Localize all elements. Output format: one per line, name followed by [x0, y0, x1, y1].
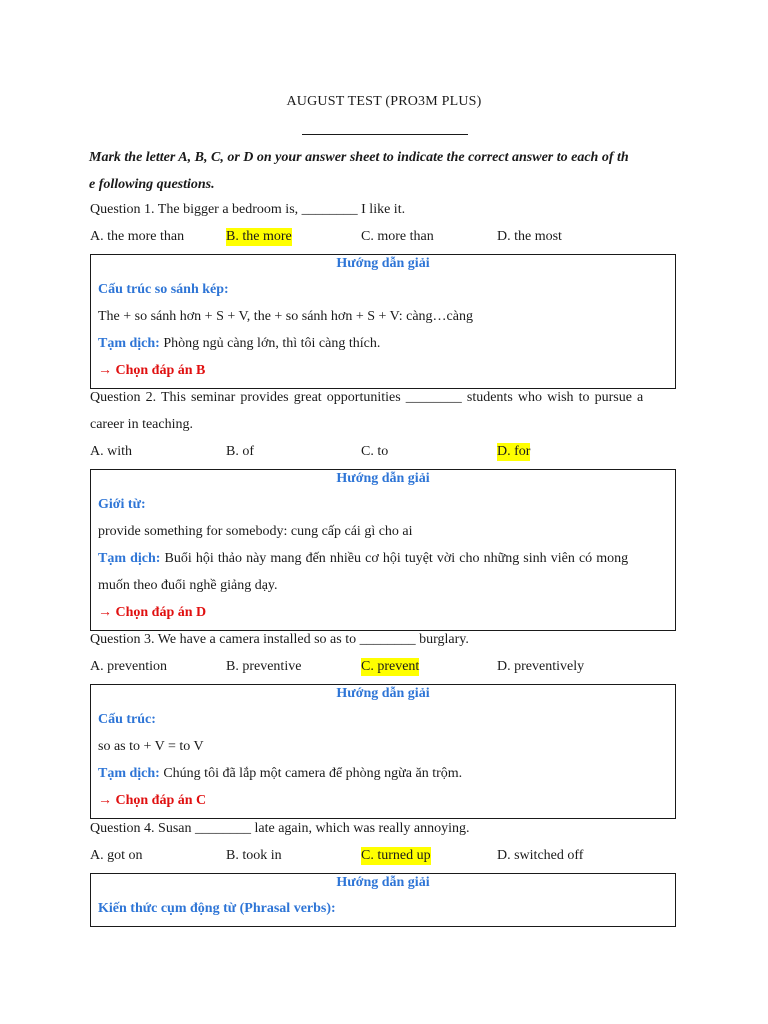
guide-translation-line-1: [98, 551, 668, 567]
guide-answer: → Chọn đáp án C: [98, 793, 207, 808]
answer-guide-box-1: [90, 254, 676, 389]
guide-translation: [98, 766, 668, 782]
guide-heading: Hướng dẫn giải: [336, 256, 430, 271]
question-1-text: Question 1. The bigger a bedroom is, ________ I like it.: [90, 202, 406, 217]
translation-text: Chúng tôi đã lắp một camera để phòng ngừa ăn trộm.: [159, 766, 463, 781]
guide-heading: Hướng dẫn giải: [336, 875, 430, 890]
question-1-option-c[interactable]: C. more than: [361, 229, 434, 244]
page-title: AUGUST TEST (PRO3M PLUS): [286, 94, 482, 109]
guide-topic: Cấu trúc:: [98, 712, 156, 727]
question-3-option-b[interactable]: B. preventive: [226, 659, 302, 674]
guide-topic: Giới từ:: [98, 497, 146, 512]
question-1-option-d[interactable]: D. the most: [497, 229, 562, 244]
question-2-option-b[interactable]: B. of: [226, 444, 254, 459]
question-2-text-line-2: career in teaching.: [90, 417, 193, 432]
guide-topic: Kiến thức cụm động từ (Phrasal verbs):: [98, 901, 336, 916]
answer-guide-box-2: [90, 469, 676, 631]
guide-heading: Hướng dẫn giải: [336, 686, 430, 701]
question-4-option-b[interactable]: B. took in: [226, 848, 282, 863]
question-3-option-c[interactable]: C. prevent: [361, 659, 420, 674]
instructions-line-2: e following questions.: [89, 177, 215, 192]
question-2-option-c[interactable]: C. to: [361, 444, 389, 459]
translation-text: Phòng ngủ càng lớn, thì tôi càng thích.: [159, 336, 381, 351]
guide-rule: provide something for somebody: cung cấp cái gì cho ai: [98, 524, 413, 539]
answer-guide-box-3: [90, 684, 676, 819]
question-2-text-line-1: Question 2. This seminar provides great opportunities ________ students who wish to pursue a: [90, 390, 644, 405]
question-3-option-d[interactable]: D. preventively: [497, 659, 585, 674]
title-underline: [302, 134, 468, 135]
guide-rule: The + so sánh hơn + S + V, the + so sánh hơn + S + V: càng…càng: [98, 309, 473, 324]
guide-topic: Cấu trúc so sánh kép:: [98, 282, 229, 297]
question-3-text: Question 3. We have a camera installed so as to ________ burglary.: [90, 632, 469, 647]
instructions-line-1: Mark the letter A, B, C, or D on your answer sheet to indicate the correct answer to each of th: [89, 150, 629, 165]
question-1-option-a[interactable]: A. the more than: [90, 229, 185, 244]
question-4-option-c[interactable]: C. turned up: [361, 848, 431, 863]
question-3-option-a[interactable]: A. prevention: [90, 659, 167, 674]
question-2-option-d[interactable]: D. for: [497, 444, 531, 459]
question-1-option-b[interactable]: B. the more: [226, 229, 292, 244]
guide-answer: → Chọn đáp án D: [98, 605, 207, 620]
instructions: [89, 144, 679, 198]
guide-translation: [98, 336, 668, 352]
guide-translation-line-2: muốn theo đuổi nghề giảng dạy.: [98, 578, 278, 593]
answer-guide-box-4: [90, 873, 676, 927]
translation-label: Tạm dịch:: [98, 336, 160, 351]
guide-answer: → Chọn đáp án B: [98, 363, 206, 378]
question-4-option-a[interactable]: A. got on: [90, 848, 143, 863]
question-4-option-d[interactable]: D. switched off: [497, 848, 584, 863]
translation-label: Tạm dịch:: [98, 766, 160, 781]
question-2-option-a[interactable]: A. with: [90, 444, 132, 459]
translation-text: Buổi hội thảo này mang đến nhiều cơ hội tuyệt vời cho những sinh viên có mong: [160, 551, 629, 566]
translation-label: Tạm dịch:: [98, 551, 161, 566]
guide-rule: so as to + V = to V: [98, 739, 204, 754]
guide-heading: Hướng dẫn giải: [336, 471, 430, 486]
question-4-text: Question 4. Susan ________ late again, which was really annoying.: [90, 821, 470, 836]
